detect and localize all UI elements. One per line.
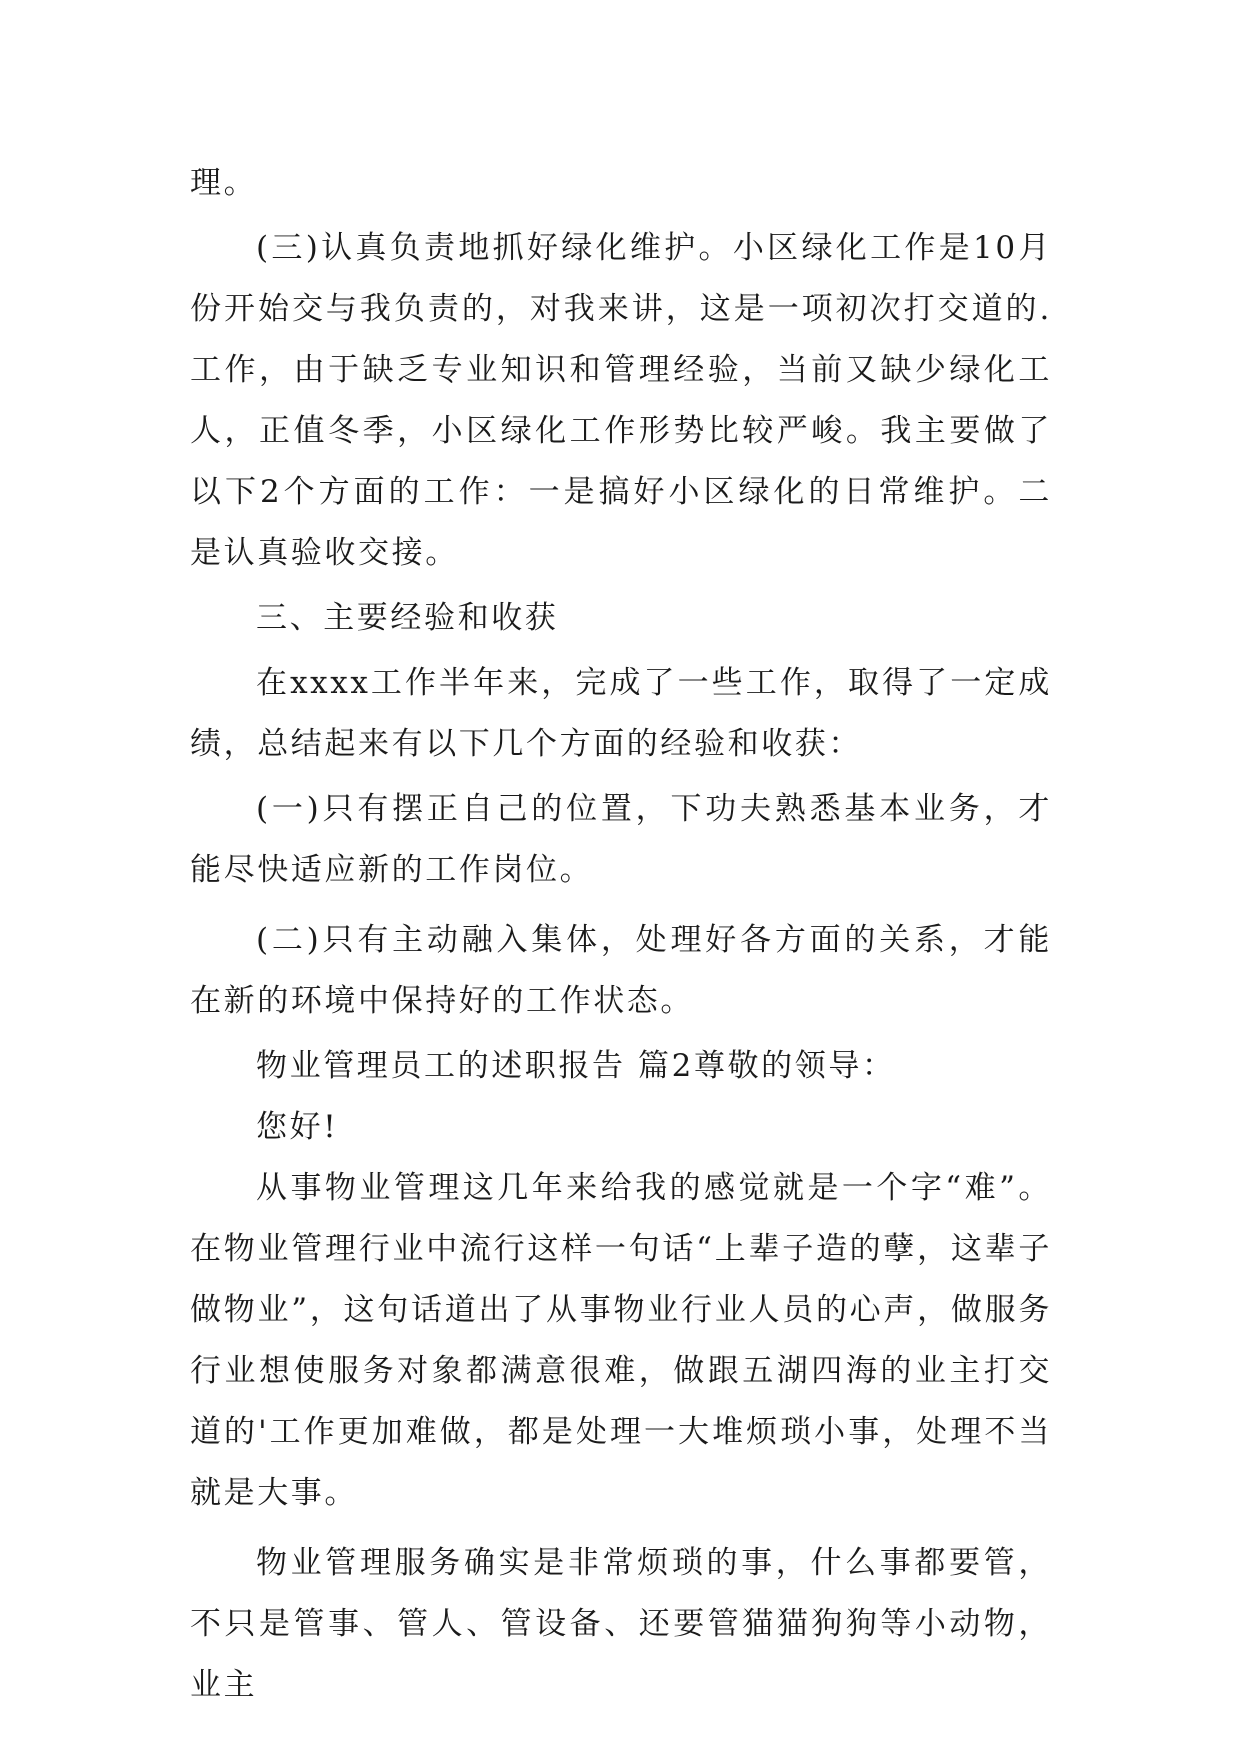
paragraph-difficulty: 从事物业管理这几年来给我的感觉就是一个字“难”。在物业管理行业中流行这样一句话“上辈子造的孽，这辈子做物业”，这句话道出了从事物业行业人员的心声，做服务行业想使服务对象都满意很难，做跟五湖四海的业主打交道的'工作更加难做，都是处理一大堆烦琐小事，处理不当就是大事。 xyxy=(190,1170,1052,1511)
report-title-salutation: 物业管理员工的述职报告 篇2尊敬的领导： xyxy=(256,1048,896,1084)
section-heading-experience: 三、主要经验和收获 xyxy=(256,600,559,636)
paragraph-experience-one: (一)只有摆正自己的位置，下功夫熟悉基本业务，才能尽快适应新的工作岗位。 xyxy=(190,791,1052,888)
paragraph-experience-two: (二)只有主动融入集体，处理好各方面的关系，才能在新的环境中保持好的工作状态。 xyxy=(190,922,1052,1019)
document-body xyxy=(190,153,1052,1716)
paragraph-experience-intro: 在xxxx工作半年来，完成了一些工作，取得了一定成绩，总结起来有以下几个方面的经验和收获： xyxy=(190,665,1052,762)
paragraph-continuation: 理。 xyxy=(190,165,258,201)
paragraph-service-details: 物业管理服务确实是非常烦琐的事，什么事都要管，不只是管事、管人、管设备、还要管猫猫狗狗等小动物，业主 xyxy=(190,1545,1052,1703)
greeting: 您好! xyxy=(256,1109,339,1145)
paragraph-greening-maintenance: (三)认真负责地抓好绿化维护。小区绿化工作是10月份开始交与我负责的，对我来讲，这是一项初次打交道的.工作，由于缺乏专业知识和管理经验，当前又缺少绿化工人，正值冬季，小区绿化工作形势比较严峻。我主要做了以下2个方面的工作：一是搞好小区绿化的日常维护。二是认真验收交接。 xyxy=(190,230,1052,571)
